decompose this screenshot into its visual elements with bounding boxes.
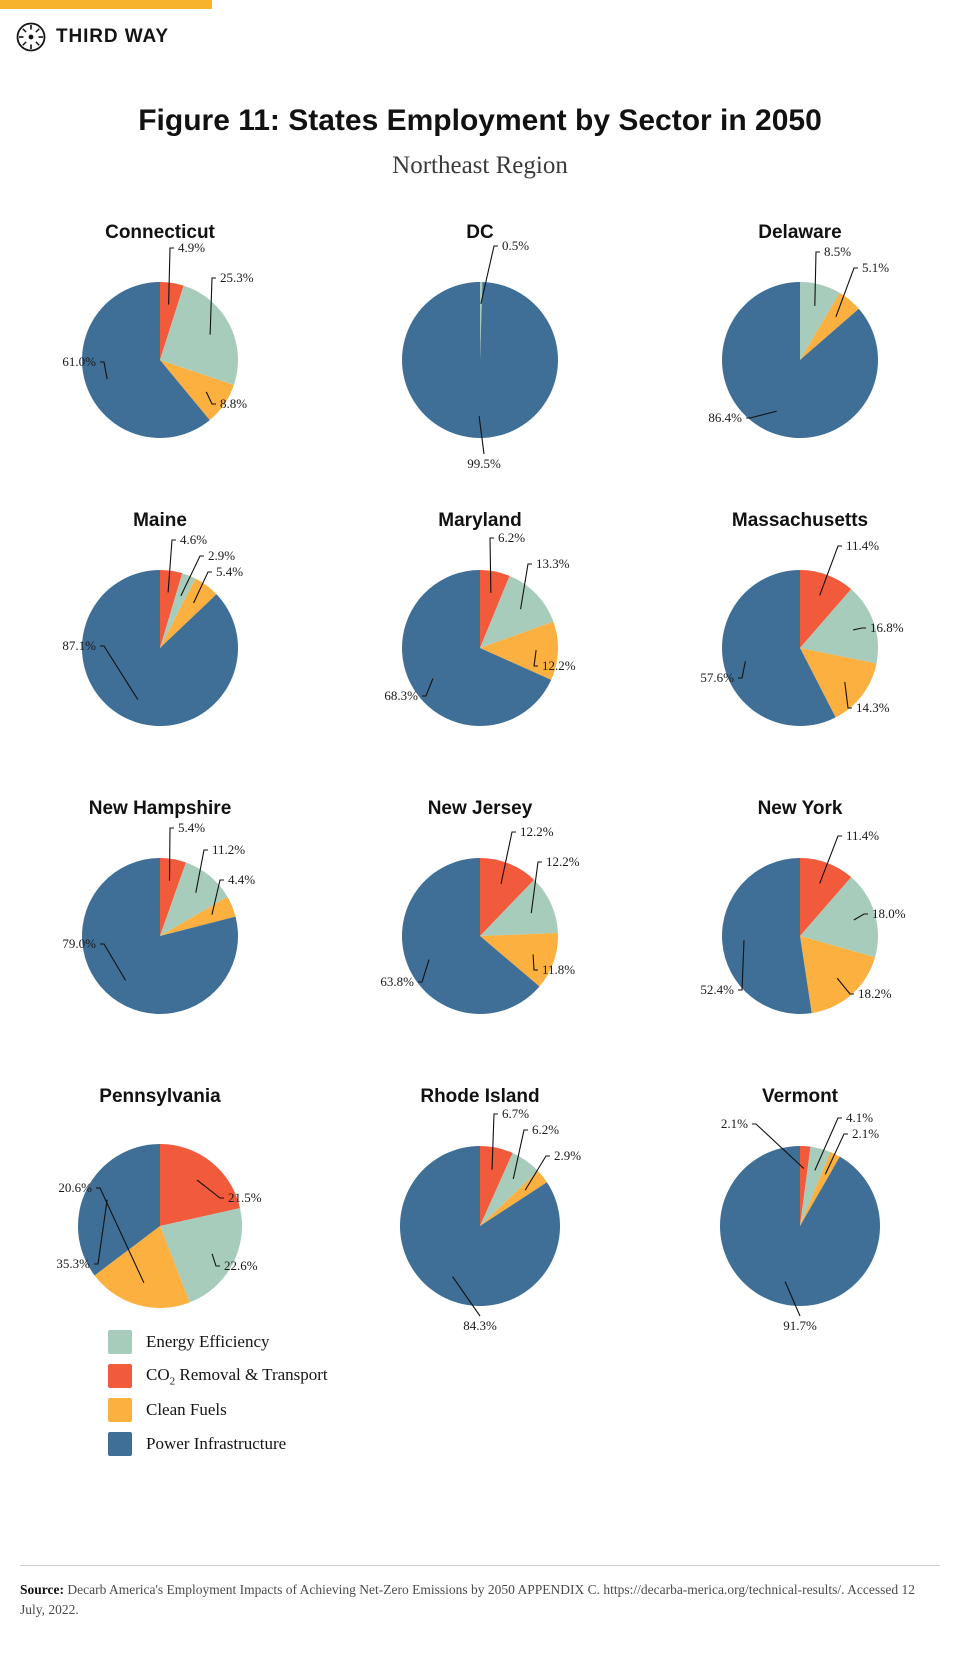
slice-label: 57.6% [700, 670, 734, 685]
pie-chart-new-hampshire [0, 784, 320, 1072]
pie-svg [640, 1104, 960, 1354]
chart-title: Maryland [438, 510, 522, 531]
slice-label: 8.8% [220, 396, 248, 411]
chart-title: Delaware [758, 222, 842, 243]
compass-icon [16, 22, 46, 52]
chart-title: Pennsylvania [99, 1086, 221, 1107]
chart-row [0, 1072, 960, 1360]
slice-label: 12.2% [542, 658, 576, 673]
slice-label: 25.3% [220, 270, 254, 285]
pie-chart-maine [0, 496, 320, 784]
chart-row [0, 784, 960, 1072]
legend-swatch [108, 1364, 132, 1388]
slice-label: 6.2% [498, 530, 526, 545]
chart-title: Massachusetts [731, 510, 869, 531]
chart-title: New Hampshire [88, 798, 232, 819]
slice-label: 18.2% [858, 986, 892, 1001]
slice-label: 22.6% [224, 1258, 258, 1273]
legend-item [108, 1393, 328, 1427]
slice-label: 5.1% [862, 260, 890, 275]
pie-svg [320, 816, 640, 1066]
slice-label: 68.3% [384, 688, 418, 703]
slice-label: 13.3% [536, 556, 570, 571]
slice-label: 4.9% [178, 240, 206, 255]
pie-slice [720, 1146, 880, 1306]
pie-slice [722, 858, 812, 1014]
slice-label: 12.2% [546, 854, 580, 869]
chart-legend [108, 1325, 328, 1461]
pie-svg [320, 528, 640, 778]
slice-label: 84.3% [463, 1318, 497, 1333]
chart-title: New York [757, 798, 843, 819]
pie-svg [0, 528, 320, 778]
slice-label: 2.1% [852, 1126, 880, 1141]
pie-svg [0, 816, 320, 1066]
slice-label: 11.4% [846, 828, 880, 843]
source-label: Source: [20, 1582, 64, 1597]
legend-label: $CO_2$ Removal & Transport [146, 1364, 328, 1388]
slice-label: 2.1% [720, 1116, 748, 1131]
slice-label: 4.4% [228, 872, 256, 887]
pie-chart-massachusetts [640, 496, 960, 784]
slice-label: 2.9% [208, 548, 236, 563]
slice-label: 35.3% [56, 1256, 90, 1271]
slice-label: 52.4% [700, 982, 734, 997]
slice-label: 4.1% [846, 1110, 874, 1125]
legend-item [108, 1359, 328, 1393]
chart-title: Connecticut [105, 222, 215, 243]
chart-row [0, 208, 960, 496]
pie-chart-pennsylvania [0, 1072, 320, 1360]
slice-label: 86.4% [708, 410, 742, 425]
pie-chart-maryland [320, 496, 640, 784]
legend-label: Clean Fuels [146, 1400, 227, 1419]
pie-svg [640, 816, 960, 1066]
chart-title: Vermont [761, 1086, 839, 1107]
slice-label: 16.8% [870, 620, 904, 635]
accent-bar [0, 0, 212, 9]
chart-row [0, 496, 960, 784]
legend-item [108, 1427, 328, 1461]
pie-chart-vermont [640, 1072, 960, 1360]
legend-swatch [108, 1330, 132, 1354]
legend-label: Energy Efficiency [146, 1332, 270, 1351]
slice-label: 79.0% [62, 936, 96, 951]
brand-name: THIRD WAY [56, 26, 169, 47]
slice-label: 4.6% [180, 532, 208, 547]
pie-svg [0, 1104, 320, 1354]
slice-label: 87.1% [62, 638, 96, 653]
slice-label: 63.8% [380, 974, 414, 989]
slice-label: 6.2% [532, 1122, 560, 1137]
page-title: Figure 11: States Employment by Sector in 2050 [138, 104, 822, 137]
slice-label: 12.2% [520, 824, 554, 839]
slice-label: 18.0% [872, 906, 906, 921]
pie-chart-connecticut [0, 208, 320, 496]
pie-chart-delaware [640, 208, 960, 496]
source-note [20, 1580, 925, 1619]
divider [20, 1565, 940, 1566]
pie-svg [640, 240, 960, 490]
slice-label: 11.2% [212, 842, 246, 857]
legend-swatch [108, 1398, 132, 1422]
legend-item [108, 1325, 328, 1359]
chart-title: Rhode Island [420, 1086, 540, 1107]
slice-label: 2.9% [554, 1148, 582, 1163]
pie-svg [640, 528, 960, 778]
slice-label: 5.4% [216, 564, 244, 579]
slice-label: 91.7% [783, 1318, 817, 1333]
legend-label: Power Infrastructure [146, 1434, 287, 1453]
pie-chart-new-jersey [320, 784, 640, 1072]
chart-title: Maine [133, 510, 187, 531]
chart-title: New Jersey [427, 798, 533, 819]
pie-svg [320, 1104, 640, 1354]
slice-label: 8.5% [824, 244, 852, 259]
slice-label: 5.4% [178, 820, 206, 835]
slice-label: 0.5% [502, 240, 530, 253]
pie-svg [0, 240, 320, 490]
pie-chart-rhode-island [320, 1072, 640, 1360]
chart-title: DC [466, 222, 494, 243]
slice-label: 11.4% [846, 538, 880, 553]
pie-chart-dc [320, 208, 640, 496]
slice-label: 61.0% [62, 354, 96, 369]
slice-label: 20.6% [58, 1180, 92, 1195]
slice-label: 14.3% [856, 700, 890, 715]
slice-label: 99.5% [467, 456, 501, 471]
slice-label: 11.8% [542, 962, 576, 977]
pie-chart-grid [0, 208, 960, 1360]
brand [16, 22, 169, 52]
slice-label: 6.7% [502, 1106, 530, 1121]
legend-swatch [108, 1432, 132, 1456]
page-subtitle: Northeast Region [392, 152, 568, 179]
source-text: Decarb America's Employment Impacts of Achieving Net-Zero Emissions by 2050 APPENDIX C. https://decarba-merica.org/technical-results/. Accessed 12 July, 2022. [20, 1582, 915, 1617]
slice-label: 21.5% [228, 1190, 262, 1205]
pie-chart-new-york [640, 784, 960, 1072]
pie-svg [320, 240, 640, 490]
